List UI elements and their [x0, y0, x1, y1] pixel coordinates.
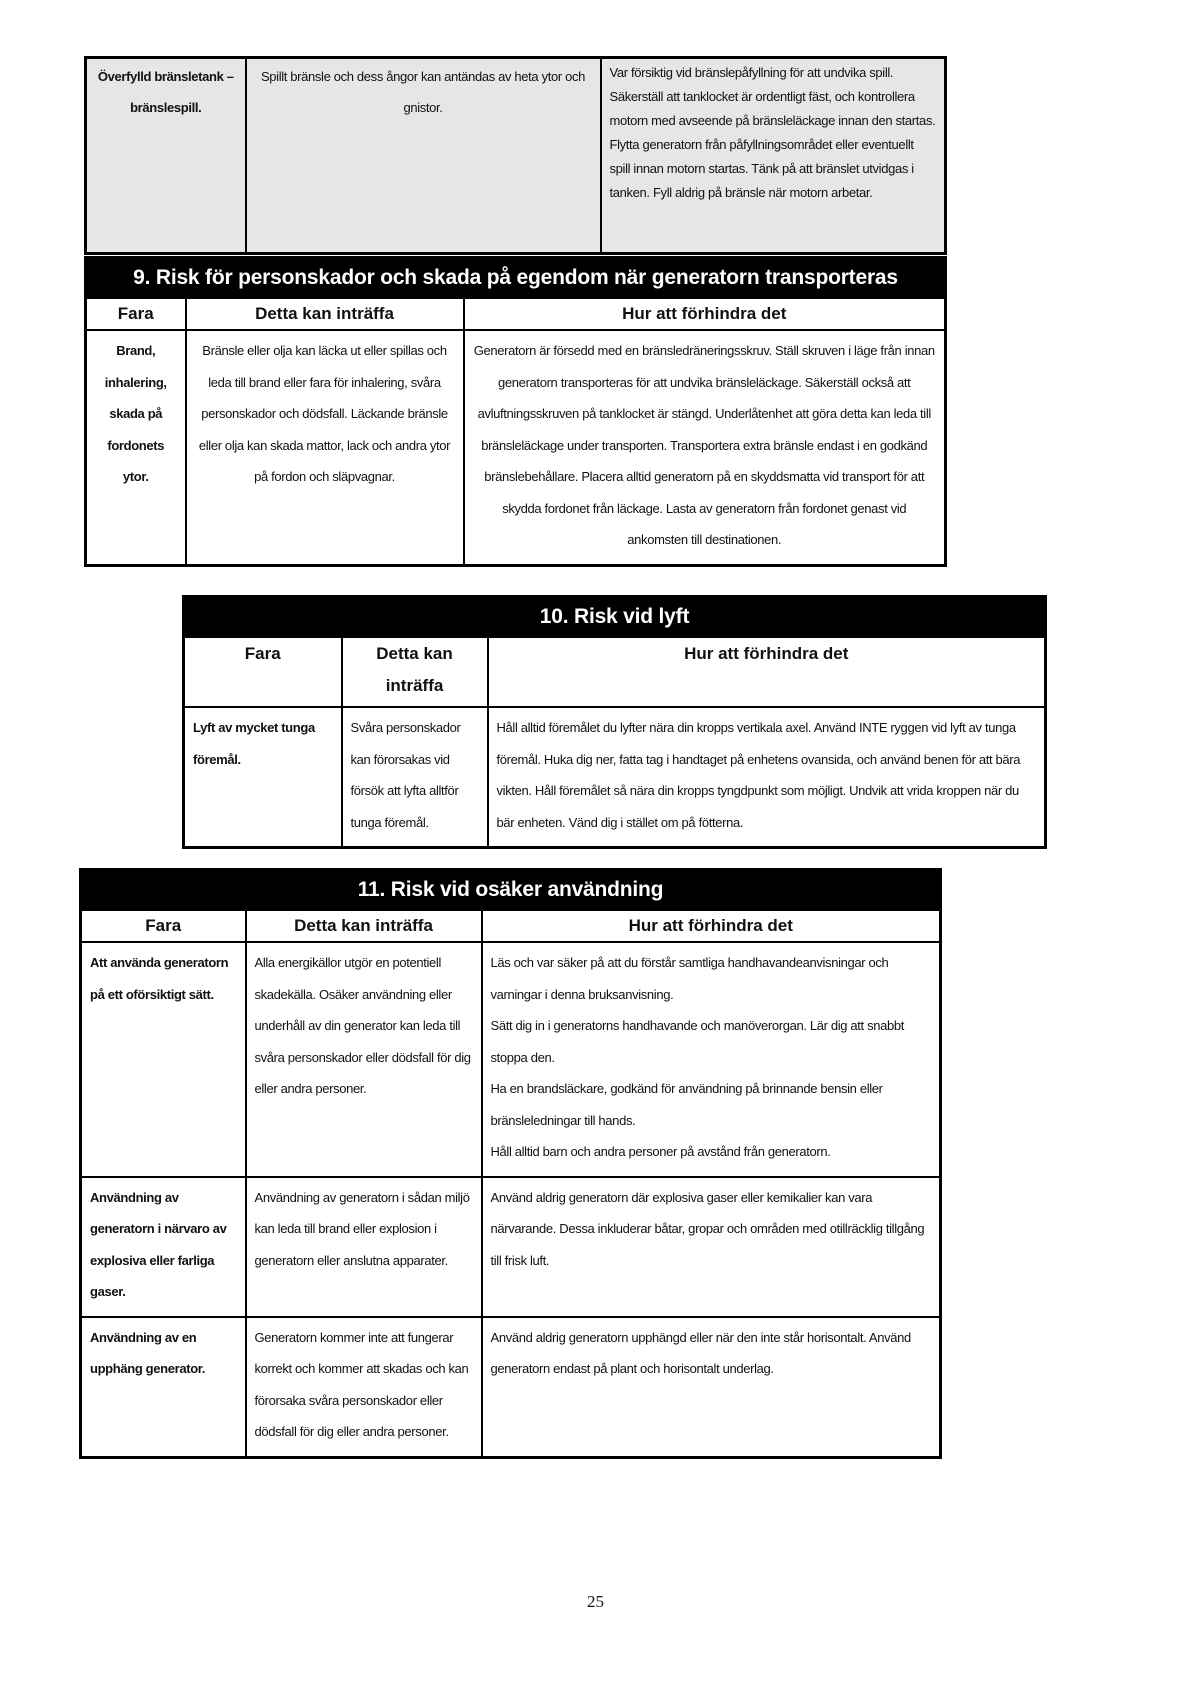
table-row [86, 330, 946, 565]
section-11-title: 11. Risk vid osäker användning [81, 870, 941, 911]
consequence-cell: Bränsle eller olja kan läcka ut eller spillas och leda till brand eller fara för inhalering, svåra personskador och dödsfall. Läckande bränsle eller olja kan skada mattor, lack och andra ytor på fordon och släpvagnar. [186, 330, 464, 565]
prevention-cell: Var försiktig vid bränslepåfyllning för att undvika spill. Säkerställ att tanklocket är ordentligt fäst, och kontrollera motorn med avseende på bränsleläckage innan den startas. Flytta generatorn från påfyllningsområdet eller eventuellt spill innan motorn startas. Tänk på att bränslet utvidgas i tanken. Fyll aldrig på bränsle när motorn arbetar. [601, 58, 946, 254]
col-header-fara: Fara [184, 637, 342, 707]
col-header-fara: Fara [86, 298, 186, 330]
page-number: 25 [587, 1592, 604, 1611]
consequence-cell: Generatorn kommer inte att fungerar korrekt och kommer att skadas och kan förorsaka svåra personskador eller dödsfall för dig eller andra personer. [246, 1317, 482, 1458]
section-10-title: 10. Risk vid lyft [184, 597, 1046, 638]
section-10-table [182, 595, 1047, 849]
col-header-detta: Detta kan inträffa [186, 298, 464, 330]
table-row [81, 1317, 941, 1458]
col-header-detta: Detta kan inträffa [246, 910, 482, 942]
consequence-cell: Spillt bränsle och dess ångor kan antändas av heta ytor och gnistor. [246, 58, 601, 254]
prevention-line: Sätt dig in i generatorns handhavande och manöverorgan. Lär dig att snabbt stoppa den. [490, 1018, 905, 1065]
prevention-cell [482, 942, 941, 1177]
hazard-cell: Att använda generatorn på ett oförsiktigt sätt. [81, 942, 246, 1177]
prevention-cell: Använd aldrig generatorn upphängd eller när den inte står horisontalt. Använd generatorn endast på plant och horisontalt underlag. [482, 1317, 941, 1458]
col-header-forhindra: Hur att förhindra det [488, 637, 1046, 707]
hazard-cell: Brand, inhalering, skada på fordonets ytor. [86, 330, 186, 565]
hazard-cell: Användning av en upphäng generator. [81, 1317, 246, 1458]
table-row [81, 942, 941, 1177]
prevention-line: Ha en brandsläckare, godkänd för användning på brinnande bensin eller bränsleledningar till hands. [490, 1081, 883, 1128]
col-header-fara: Fara [81, 910, 246, 942]
hazard-cell: Lyft av mycket tunga föremål. [184, 707, 342, 848]
consequence-cell: Alla energikällor utgör en potentiell skadekälla. Osäker användning eller underhåll av din generator kan leda till svåra personskador eller dödsfall för dig eller andra personer. [246, 942, 482, 1177]
table-row [184, 707, 1046, 848]
section-9-table [84, 256, 947, 567]
prevention-line: Läs och var säker på att du förstår samtliga handhavandeanvisningar och varningar i denna bruksanvisning. [490, 955, 889, 1002]
table-row [81, 1177, 941, 1317]
hazard-cell: Användning av generatorn i närvaro av explosiva eller farliga gaser. [81, 1177, 246, 1317]
hazard-cell: Överfylld bränsletank – bränslespill. [86, 58, 246, 254]
section-11-table [79, 868, 942, 1459]
consequence-cell: Användning av generatorn i sådan miljö kan leda till brand eller explosion i generatorn eller anslutna apparater. [246, 1177, 482, 1317]
col-header-forhindra: Hur att förhindra det [482, 910, 941, 942]
consequence-cell: Svåra personskador kan förorsakas vid försök att lyfta alltför tunga föremål. [342, 707, 488, 848]
prevention-cell: Använd aldrig generatorn där explosiva gaser eller kemikalier kan vara närvarande. Dessa inkluderar båtar, gropar och områden med otillräcklig tillgång till frisk luft. [482, 1177, 941, 1317]
prevention-cell: Generatorn är försedd med en bränsledräneringsskruv. Ställ skruven i läge från innan generatorn transporteras för att undvika bränsleläckage. Säkerställ också att avluftningsskruven på tanklocket är stängd. Underlåtenhet att göra detta kan leda till bränsleläckage under transporten. Transportera extra bränsle endast i en godkänd bränslebehållare. Placera alltid generatorn på en skyddsmatta vid transport för att skydda fordonet från läckage. Lasta av generatorn från fordonet genast vid ankomsten till destinationen. [464, 330, 946, 565]
prevention-cell: Håll alltid föremålet du lyfter nära din kropps vertikala axel. Använd INTE ryggen vid lyft av tunga föremål. Huka dig ner, fatta tag i handtaget på enhetens ovansida, och använd benen för att bära vikten. Håll föremålet så nära din kropps tyngdpunkt som möjligt. Undvik att vrida kroppen när du bär enheten. Vänd dig i stället om på fötterna. [488, 707, 1046, 848]
col-header-forhindra: Hur att förhindra det [464, 298, 946, 330]
fuel-overflow-table [84, 56, 947, 255]
section-9-title: 9. Risk för personskador och skada på egendom när generatorn transporteras [86, 258, 946, 299]
col-header-detta: Detta kan inträffa [342, 637, 488, 707]
prevention-line: Håll alltid barn och andra personer på avstånd från generatorn. [490, 1144, 831, 1159]
